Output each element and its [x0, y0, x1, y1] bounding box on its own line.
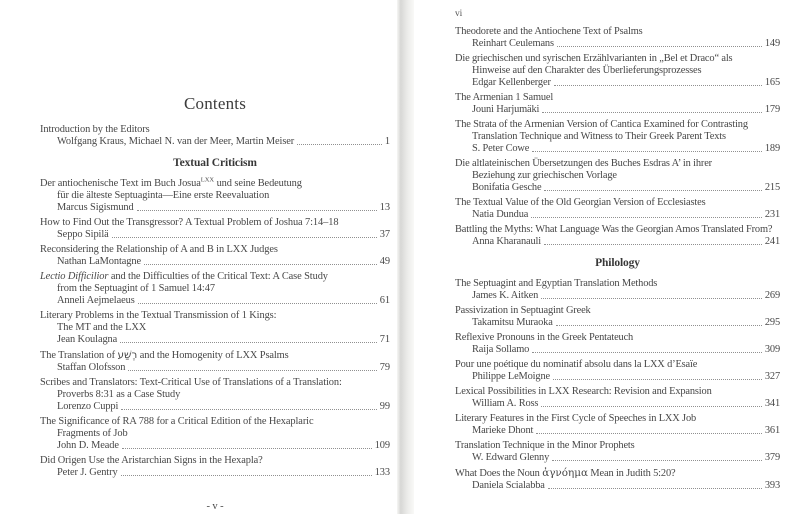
entry-title-line: Scribes and Translators: Text-Critical Use of Translations of a Translation: — [40, 377, 342, 388]
entry-author-row — [455, 182, 780, 194]
dotted-leader — [128, 362, 376, 371]
toc-entry — [40, 217, 390, 241]
entry-title-line: Translation Technique in the Minor Prophets — [455, 440, 635, 451]
section-header: Philology — [595, 257, 640, 269]
entry-page-number: 61 — [379, 295, 390, 306]
entry-author-row — [455, 398, 780, 410]
toc-entry — [40, 455, 390, 479]
entry-author: Lorenzo Cuppi — [57, 401, 119, 412]
title-text: and the Difficulties of the Critical Text: A Case Study — [108, 271, 328, 282]
entry-page-number: 109 — [374, 440, 390, 451]
toc-entry — [455, 386, 780, 410]
entry-author-row — [40, 401, 390, 413]
entry-author-row — [455, 38, 780, 50]
entry-page-number: 165 — [764, 77, 780, 88]
dotted-leader — [144, 256, 377, 265]
toc-entry — [455, 158, 780, 194]
title-text: Lectio Difficilior — [40, 271, 109, 282]
title-text: und seine Bedeutung — [214, 178, 302, 189]
entry-author-row — [40, 136, 390, 148]
dotted-leader — [548, 480, 762, 489]
toc-entry — [455, 53, 780, 89]
entry-author-row — [40, 202, 390, 214]
entry-author-row — [455, 344, 780, 356]
entry-author-row — [455, 209, 780, 221]
hebrew-text: רֶשַׁע — [117, 349, 138, 361]
entry-author: Anneli Aejmelaeus — [57, 295, 135, 306]
entry-author-row — [455, 104, 780, 116]
entry-page-number: 99 — [379, 401, 390, 412]
toc-entry — [40, 271, 390, 307]
entry-title-line: from the Septuagint of 1 Samuel 14:47 — [57, 283, 215, 294]
dotted-leader — [552, 452, 762, 461]
section-header: Textual Criticism — [173, 157, 257, 169]
entry-author-row — [455, 425, 780, 437]
toc-entry — [455, 305, 780, 329]
entry-title-line: Theodorete and the Antiochene Text of Psalms — [455, 26, 643, 37]
entry-author-row — [40, 334, 390, 346]
entry-author: Staffan Olofsson — [57, 362, 126, 373]
entry-author: Jouni Harjumäki — [472, 104, 540, 115]
entry-author-row — [40, 467, 390, 479]
entry-title-line: Literary Problems in the Textual Transmission of 1 Kings: — [40, 310, 277, 321]
entry-author: Daniela Scialabba — [472, 480, 545, 491]
dotted-leader — [532, 344, 762, 353]
title-text: What Does the Noun — [455, 468, 543, 479]
entry-page-number: 189 — [764, 143, 780, 154]
entry-title-line: The Textual Value of the Old Georgian Version of Ecclesiastes — [455, 197, 706, 208]
entry-author-row — [455, 480, 780, 492]
entry-author-row — [455, 290, 780, 302]
entry-author: Reinhart Ceulemans — [472, 38, 554, 49]
dotted-leader — [531, 209, 762, 218]
entry-page-number: 215 — [764, 182, 780, 193]
entry-page-number: 37 — [379, 229, 390, 240]
entry-author: Jean Koulagna — [57, 334, 118, 345]
page-gutter-shadow — [397, 0, 414, 514]
dotted-leader — [544, 182, 761, 191]
entry-title-line: Die altlateinischen Übersetzungen des Buches Esdras A’ in ihrer — [455, 158, 712, 169]
entry-title-line — [455, 467, 780, 480]
toc-entry — [455, 92, 780, 116]
title-text: The Translation of — [40, 350, 118, 361]
entry-author: John D. Meade — [57, 440, 119, 451]
entry-author-row — [40, 295, 390, 307]
entry-page-number: 309 — [764, 344, 780, 355]
entry-page-number: 149 — [764, 38, 780, 49]
greek-text: ἀγνόημα — [542, 467, 588, 479]
title-text: Mean in Judith 5:20? — [587, 468, 676, 479]
entry-page-number: 269 — [764, 290, 780, 301]
dotted-leader — [542, 104, 762, 113]
entry-title-line — [40, 271, 390, 283]
right-page-toc-body — [455, 26, 780, 492]
toc-entry — [455, 440, 780, 464]
entry-title-line: Pour une poétique du nominatif absolu dans la LXX d’Esaïe — [455, 359, 698, 370]
dotted-leader — [553, 371, 762, 380]
entry-title-line: The Strata of the Armenian Version of Cantica Examined for Contrasting — [455, 119, 748, 130]
entry-title-line: Hinweise auf den Charakter des Überlieferungsprozesses — [472, 65, 702, 76]
toc-entry — [40, 310, 390, 346]
title-text: Der antiochenische Text im Buch Josua — [40, 178, 201, 189]
entry-author-row — [455, 143, 780, 155]
entry-author-row — [40, 440, 390, 452]
contents-heading: Contents — [183, 94, 247, 113]
entry-title-line: The MT and the LXX — [57, 322, 147, 333]
entry-title-line: How to Find Out the Transgressor? A Textual Problem of Joshua 7:14–18 — [40, 217, 339, 228]
entry-page-number: 13 — [379, 202, 390, 213]
dotted-leader — [532, 143, 762, 152]
entry-title-line: Did Origen Use the Aristarchian Signs in the Hexapla? — [40, 455, 263, 466]
entry-page-number: 393 — [764, 480, 780, 491]
entry-author: Marieke Dhont — [472, 425, 534, 436]
entry-title-line: Die griechischen und syrischen Erzählvarianten in „Bel et Draco“ als — [455, 53, 733, 64]
dotted-leader — [138, 295, 377, 304]
title-text: and the Homogenity of LXX Psalms — [137, 350, 289, 361]
entry-author-row — [455, 77, 780, 89]
entry-title-line: Beziehung zur griechischen Vorlage — [472, 170, 617, 181]
dotted-leader — [120, 334, 377, 343]
entry-page-number: 241 — [764, 236, 780, 247]
entry-title-line — [40, 349, 390, 362]
dotted-leader — [122, 440, 372, 449]
entry-title-line: The Significance of RA 788 for a Critical Edition of the Hexaplaric — [40, 416, 314, 427]
dotted-leader — [121, 401, 376, 410]
entry-author: Philippe LeMoigne — [472, 371, 550, 382]
toc-entry — [455, 278, 780, 302]
entry-page-number: 231 — [764, 209, 780, 220]
right-page-folio: vi — [455, 9, 463, 19]
entry-author: Raija Sollamo — [472, 344, 530, 355]
dotted-leader — [112, 229, 377, 238]
dotted-leader — [536, 425, 762, 434]
entry-page-number: 1 — [384, 136, 390, 147]
entry-author-row — [455, 371, 780, 383]
entry-title-line: Reflexive Pronouns in the Greek Pentateuch — [455, 332, 634, 343]
toc-entry — [455, 119, 780, 155]
entry-page-number: 133 — [374, 467, 390, 478]
dotted-leader — [557, 38, 762, 47]
right-page — [455, 0, 780, 495]
left-page-toc-body — [40, 124, 390, 479]
toc-entry — [455, 359, 780, 383]
entry-author: Edgar Kellenberger — [472, 77, 551, 88]
entry-author: W. Edward Glenny — [472, 452, 550, 463]
superscript-text: LXX — [200, 176, 215, 184]
entry-author: Peter J. Gentry — [57, 467, 118, 478]
dotted-leader — [297, 136, 382, 145]
entry-page-number: 71 — [379, 334, 390, 345]
entry-author: Anna Kharanauli — [472, 236, 542, 247]
entry-author-row — [455, 452, 780, 464]
toc-entry — [455, 224, 780, 248]
entry-title-line: The Armenian 1 Samuel — [455, 92, 554, 103]
entry-title-line: Reconsidering the Relationship of A and B in LXX Judges — [40, 244, 278, 255]
toc-entry — [40, 416, 390, 452]
entry-page-number: 327 — [764, 371, 780, 382]
dotted-leader — [541, 290, 762, 299]
left-page — [40, 0, 390, 482]
entry-author: William A. Ross — [472, 398, 539, 409]
entry-author-row — [455, 236, 780, 248]
toc-entry — [455, 332, 780, 356]
entry-author: Seppo Sipilä — [57, 229, 109, 240]
entry-author: Marcus Sigismund — [57, 202, 134, 213]
dotted-leader — [541, 398, 762, 407]
entry-author: Bonifatia Gesche — [472, 182, 542, 193]
dotted-leader — [556, 317, 762, 326]
dotted-leader — [554, 77, 762, 86]
entry-page-number: 341 — [764, 398, 780, 409]
entry-author-row — [40, 362, 390, 374]
toc-entry — [40, 377, 390, 413]
toc-entry — [455, 413, 780, 437]
entry-author: James K. Aitken — [472, 290, 539, 301]
entry-author-row — [40, 256, 390, 268]
left-page-folio: - v - — [206, 501, 224, 512]
toc-entry — [40, 178, 390, 214]
entry-title-line: Battling the Myths: What Language Was the Georgian Amos Translated From? — [455, 224, 773, 235]
entry-page-number: 49 — [379, 256, 390, 267]
entry-page-number: 179 — [764, 104, 780, 115]
entry-title-line: Translation Technique and Witness to Their Greek Parent Texts — [472, 131, 726, 142]
entry-author: Wolfgang Kraus, Michael N. van der Meer, Martin Meiser — [57, 136, 295, 147]
entry-author: S. Peter Cowe — [472, 143, 530, 154]
toc-entry — [40, 349, 390, 374]
entry-page-number: 295 — [764, 317, 780, 328]
entry-page-number: 379 — [764, 452, 780, 463]
entry-title-line: für die älteste Septuaginta—Eine erste Reevaluation — [57, 190, 270, 201]
entry-title-line: The Septuagint and Egyptian Translation Methods — [455, 278, 658, 289]
entry-author: Takamitsu Muraoka — [472, 317, 553, 328]
entry-author-row — [455, 317, 780, 329]
entry-title-line: Fragments of Job — [57, 428, 128, 439]
toc-entry — [455, 26, 780, 50]
toc-entry — [455, 467, 780, 492]
entry-author: Nathan LaMontagne — [57, 256, 141, 267]
entry-page-number: 361 — [764, 425, 780, 436]
entry-title-line: Lexical Possibilities in LXX Research: Revision and Expansion — [455, 386, 712, 397]
toc-entry — [40, 244, 390, 268]
entry-title-line: Literary Features in the First Cycle of Speeches in LXX Job — [455, 413, 697, 424]
entry-title-line: Proverbs 8:31 as a Case Study — [57, 389, 181, 400]
dotted-leader — [544, 236, 762, 245]
entry-author-row — [40, 229, 390, 241]
entry-page-number: 79 — [379, 362, 390, 373]
entry-author: Natia Dundua — [472, 209, 529, 220]
dotted-leader — [137, 202, 377, 211]
entry-title-line: Passivization in Septuagint Greek — [455, 305, 591, 316]
entry-title-line: Introduction by the Editors — [40, 124, 150, 135]
toc-entry — [455, 197, 780, 221]
entry-title-line — [40, 178, 390, 190]
dotted-leader — [121, 467, 372, 476]
toc-entry — [40, 124, 390, 148]
